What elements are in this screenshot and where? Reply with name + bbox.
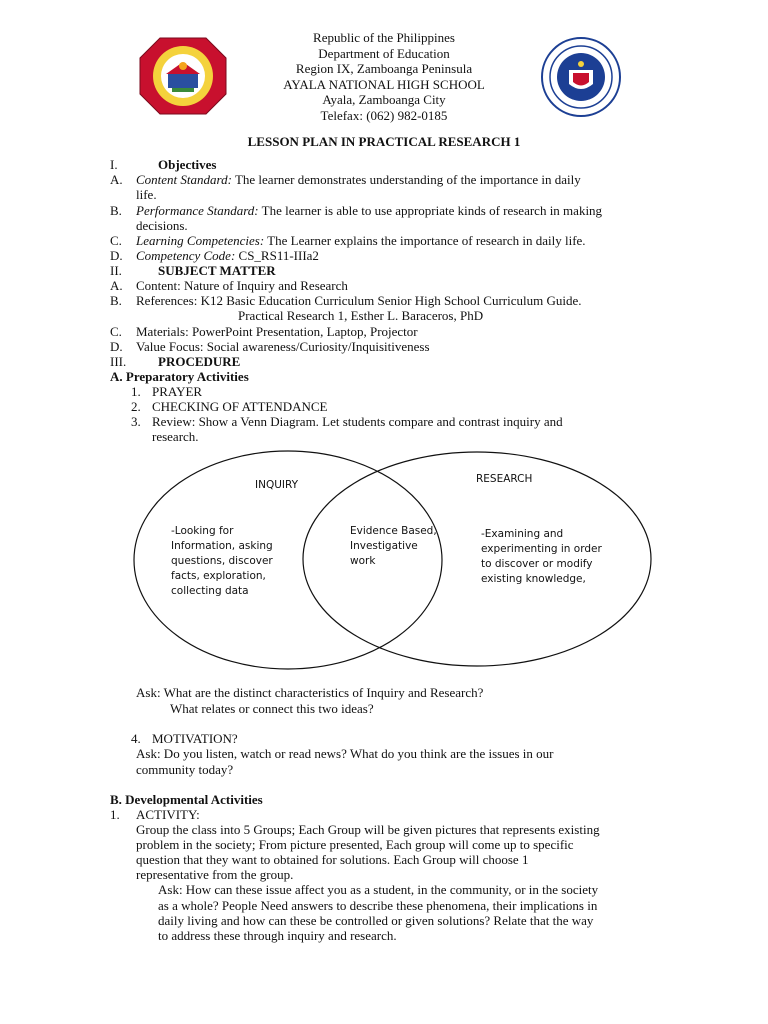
objective-b xyxy=(110,203,602,218)
section-number: III. xyxy=(110,354,127,369)
venn-inquiry-title: INQUIRY xyxy=(255,479,299,491)
item-term: Content Standard: xyxy=(136,172,232,187)
venn-line: -Examining and xyxy=(481,528,564,540)
item-text: Review: Show a Venn Diagram. Let students compare and contrast inquiry and xyxy=(152,414,563,429)
developmental-heading: B. Developmental Activities xyxy=(110,792,263,807)
venn-line: -Looking for xyxy=(171,525,234,537)
prep-item-2 xyxy=(131,399,328,414)
venn-line: collecting data xyxy=(171,585,249,597)
subject-c xyxy=(110,324,418,339)
lesson-plan-title: LESSON PLAN IN PRACTICAL RESEARCH 1 xyxy=(247,134,521,149)
item-text: References: K12 Basic Education Curriculum Senior High School Curriculum Guide. xyxy=(136,293,582,308)
ask-characteristics: Ask: What are the distinct characteristics of Inquiry and Research? xyxy=(136,685,484,700)
activity-ask-line: daily living and how can these be controlled or given solutions? Relate that the way xyxy=(158,913,594,928)
subject-b xyxy=(110,293,582,308)
venn-line: questions, discover xyxy=(171,555,273,567)
item-number: 4. xyxy=(131,731,141,746)
venn-middle-text xyxy=(350,524,437,569)
section-title: Objectives xyxy=(158,157,217,172)
section-title: SUBJECT MATTER xyxy=(158,263,276,278)
activity-ask-line: as a whole? People Need answers to describe these phenomena, their implications in xyxy=(158,898,598,913)
item-term: Learning Competencies: xyxy=(136,233,265,248)
header-line: Ayala, Zamboanga City xyxy=(322,92,446,107)
venn-research-text xyxy=(481,527,602,587)
subject-d xyxy=(110,339,430,354)
subject-a xyxy=(110,278,348,293)
item-number: 3. xyxy=(131,414,141,429)
venn-line: Investigative xyxy=(350,540,418,552)
item-number: 1. xyxy=(131,384,141,399)
item-label: A. xyxy=(110,278,123,293)
subject-matter-heading xyxy=(110,263,276,278)
venn-line: to discover or modify xyxy=(481,558,593,570)
item-text: The learner is able to use appropriate kinds of research in making xyxy=(258,203,603,218)
header-line: Telefax: (062) 982-0185 xyxy=(320,107,448,123)
activity-ask-line: to address these through inquiry and research. xyxy=(158,928,397,943)
item-label: A. xyxy=(110,172,123,187)
venn-diagram xyxy=(133,449,653,671)
item-text: CHECKING OF ATTENDANCE xyxy=(152,399,328,414)
item-text: The learner demonstrates understanding of the importance in daily xyxy=(231,172,581,187)
venn-line: work xyxy=(350,555,376,567)
item-text: Content: Nature of Inquiry and Research xyxy=(136,278,348,293)
objective-a xyxy=(110,172,581,187)
item-label: B. xyxy=(110,293,122,308)
activity-para-line: representative from the group. xyxy=(136,867,294,882)
item-text: ACTIVITY: xyxy=(136,807,200,822)
prep-item-3-cont: research. xyxy=(152,429,199,444)
item-label: D. xyxy=(110,248,123,263)
subject-b-cont: Practical Research 1, Esther L. Baraceros, PhD xyxy=(238,308,484,323)
prep-item-1 xyxy=(131,384,202,399)
motivation-ask: Ask: Do you listen, watch or read news? What do you think are the issues in our xyxy=(136,746,554,761)
ask-relation: What relates or connect this two ideas? xyxy=(170,701,374,716)
school-header xyxy=(0,30,768,123)
item-label: C. xyxy=(110,324,122,339)
item-text: The Learner explains the importance of research in daily life. xyxy=(264,233,586,248)
venn-line: existing knowledge, xyxy=(481,573,586,585)
item-term: Competency Code: xyxy=(136,248,236,263)
objectives-heading xyxy=(110,157,216,172)
venn-research-title: RESEARCH xyxy=(476,473,533,485)
venn-line: Information, asking xyxy=(171,540,273,552)
section-number: II. xyxy=(110,263,122,278)
motivation-item xyxy=(131,731,238,746)
item-text: PRAYER xyxy=(152,384,203,399)
item-label: D. xyxy=(110,339,123,354)
prep-item-3 xyxy=(131,414,563,429)
objective-b-cont: decisions. xyxy=(136,218,188,233)
header-line: Region IX, Zamboanga Peninsula xyxy=(295,61,473,76)
item-term: Performance Standard: xyxy=(136,203,259,218)
item-text: Materials: PowerPoint Presentation, Laptop, Projector xyxy=(136,324,418,339)
activity-item xyxy=(110,807,200,822)
objective-c xyxy=(110,233,586,248)
item-label: C. xyxy=(110,233,122,248)
item-label: B. xyxy=(110,203,122,218)
item-text: Value Focus: Social awareness/Curiosity/Inquisitiveness xyxy=(136,339,430,354)
item-number: 2. xyxy=(131,399,141,414)
header-line: AYALA NATIONAL HIGH SCHOOL xyxy=(283,76,485,92)
objective-a-cont: life. xyxy=(136,187,157,202)
venn-inquiry-text xyxy=(171,524,273,599)
item-text: MOTIVATION? xyxy=(152,731,238,746)
venn-line: experimenting in order xyxy=(481,543,602,555)
venn-line: facts, exploration, xyxy=(171,570,266,582)
header-line: Republic of the Philippines xyxy=(313,30,455,45)
objective-d xyxy=(110,248,319,263)
motivation-ask-cont: community today? xyxy=(136,762,234,777)
activity-para-line: question that they want to obtained for solutions. Each Group will choose 1 xyxy=(136,852,529,867)
venn-line: Evidence Based, xyxy=(350,525,437,537)
section-number: I. xyxy=(110,157,118,172)
activity-para-line: Group the class into 5 Groups; Each Group will be given pictures that represents existing xyxy=(136,822,600,837)
item-text: CS_RS11-IIIa2 xyxy=(235,248,319,263)
procedure-heading xyxy=(110,354,240,369)
header-line: Department of Education xyxy=(318,45,450,61)
preparatory-heading: A. Preparatory Activities xyxy=(110,369,249,384)
activity-ask-line: Ask: How can these issue affect you as a student, in the community, or in the society xyxy=(158,882,599,897)
item-number: 1. xyxy=(110,807,120,822)
activity-para-line: problem in the society; From picture presented, Each group will come up to specific xyxy=(136,837,574,852)
section-title: PROCEDURE xyxy=(158,354,241,369)
